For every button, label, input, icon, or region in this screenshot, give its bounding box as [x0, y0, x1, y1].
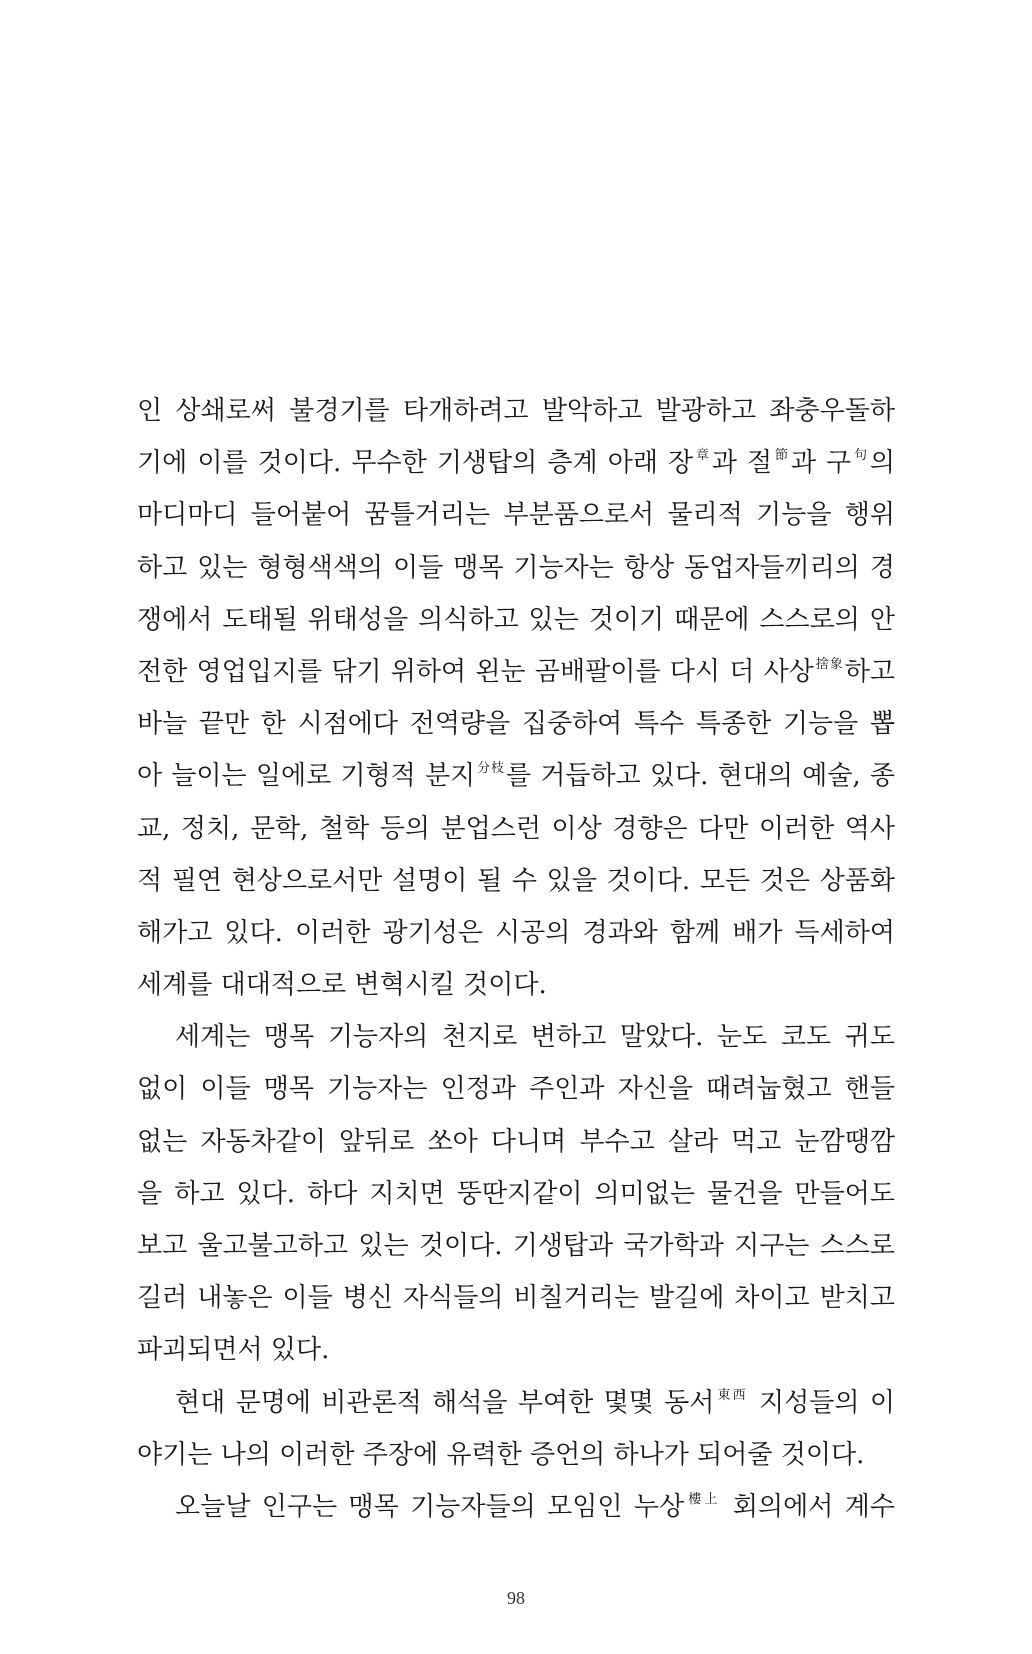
text-segment: 과 구: [790, 448, 852, 479]
text-segment: 지성들의 이: [748, 1387, 895, 1418]
hanja-annotation: 東西: [715, 1387, 748, 1403]
hanja-annotation: 捨象: [814, 656, 844, 672]
text-segment: 를 거듭하고 있다. 현대의 예술, 종: [505, 761, 895, 792]
text-line: [137, 437, 895, 489]
text-line: [137, 1377, 895, 1429]
text-line: [137, 594, 895, 646]
hanja-annotation: 樓上: [685, 1491, 721, 1507]
paragraph: [137, 1481, 895, 1533]
text-line: [137, 1220, 895, 1272]
text-segment: 세계를 대대적으로 변혁시킬 것이다.: [137, 970, 547, 1001]
text-segment: 적 필연 현상으로서만 설명이 될 수 있을 것이다. 모든 것은 상품화: [137, 865, 895, 896]
text-line: [137, 1116, 895, 1168]
text-segment: 보고 울고불고하고 있는 것이다. 기생탑과 국가학과 지구는 스스로: [137, 1231, 895, 1261]
text-segment: 야기는 나의 이러한 주장에 유력한 증언의 하나가 되어줄 것이다.: [137, 1439, 865, 1470]
hanja-annotation: 章: [694, 448, 711, 464]
text-line: [137, 1429, 895, 1481]
text-segment: 을 하고 있다. 하다 지치면 뚱딴지같이 의미없는 물건을 만들어도: [137, 1178, 895, 1209]
text-line: [137, 803, 895, 855]
text-segment: 세계는 맹목 기능자의 천지로 변하고 말았다. 눈도 코도 귀도: [175, 1022, 895, 1053]
text-line: [137, 1168, 895, 1220]
page-number: 98: [507, 1588, 525, 1608]
text-segment: 길러 내놓은 이들 병신 자식들의 비칠거리는 발길에 차이고 받치고: [137, 1283, 895, 1314]
text-segment: 없는 자동차같이 앞뒤로 쏘아 다니며 부수고 살라 먹고 눈깜땡깜: [137, 1126, 895, 1157]
hanja-annotation: 分枝: [476, 761, 505, 777]
text-segment: 과 절: [711, 448, 773, 479]
text-line: [137, 489, 895, 541]
text-line: [137, 1063, 895, 1115]
hanja-annotation: 句: [852, 448, 869, 464]
text-line: [137, 750, 895, 802]
text-line: [137, 907, 895, 959]
text-segment: 없이 이들 맹목 기능자는 인정과 주인과 자신을 때려눕혔고 핸들: [137, 1074, 895, 1105]
text-segment: 교, 정치, 문학, 철학 등의 분업스런 이상 경향은 다만 이러한 역사: [137, 813, 895, 844]
hanja-annotation: 節: [773, 448, 790, 464]
text-segment: 쟁에서 도태될 위태성을 의식하고 있는 것이기 때문에 스스로의 안: [137, 604, 895, 635]
text-line: [137, 959, 895, 1011]
text-segment: 전한 영업입지를 닦기 위하여 왼눈 곰배팔이를 다시 더 사상: [137, 656, 814, 687]
text-segment: 하고: [844, 656, 895, 687]
text-segment: 하고 있는 형형색색의 이들 맹목 기능자는 항상 동업자들끼리의 경: [137, 552, 895, 583]
text-segment: 파괴되면서 있다.: [137, 1335, 330, 1366]
text-line: [137, 1272, 895, 1324]
text-line: [137, 1324, 895, 1376]
text-segment: 인 상쇄로써 불경기를 타개하려고 발악하고 발광하고 좌충우돌하: [137, 396, 895, 426]
text-line: [137, 1011, 895, 1063]
text-segment: 아 늘이는 일에로 기형적 분지: [137, 761, 476, 792]
text-line: [137, 385, 895, 437]
text-segment: 현대 문명에 비관론적 해석을 부여한 몇몇 동서: [175, 1387, 715, 1418]
text-segment: 회의에서 계수: [721, 1491, 895, 1522]
text-segment: 의: [869, 448, 895, 479]
text-segment: 바늘 끝만 한 시점에다 전역량을 집중하여 특수 특종한 기능을 뽑: [137, 709, 895, 740]
text-segment: 오늘날 인구는 맹목 기능자들의 모임인 누상: [175, 1491, 685, 1522]
text-line: [137, 855, 895, 907]
page-body: [137, 385, 895, 1533]
text-segment: 마디마디 들어붙어 꿈틀거리는 부분품으로서 물리적 기능을 행위: [137, 500, 895, 531]
text-segment: 해가고 있다. 이러한 광기성은 시공의 경과와 함께 배가 득세하여: [137, 917, 895, 948]
paragraph: [137, 1011, 895, 1376]
text-line: [137, 542, 895, 594]
paragraph: [137, 385, 895, 1011]
text-line: [137, 646, 895, 698]
paragraph: [137, 1377, 895, 1481]
text-line: [137, 1481, 895, 1533]
text-segment: 기에 이를 것이다. 무수한 기생탑의 층계 아래 장: [137, 448, 694, 479]
text-line: [137, 698, 895, 750]
